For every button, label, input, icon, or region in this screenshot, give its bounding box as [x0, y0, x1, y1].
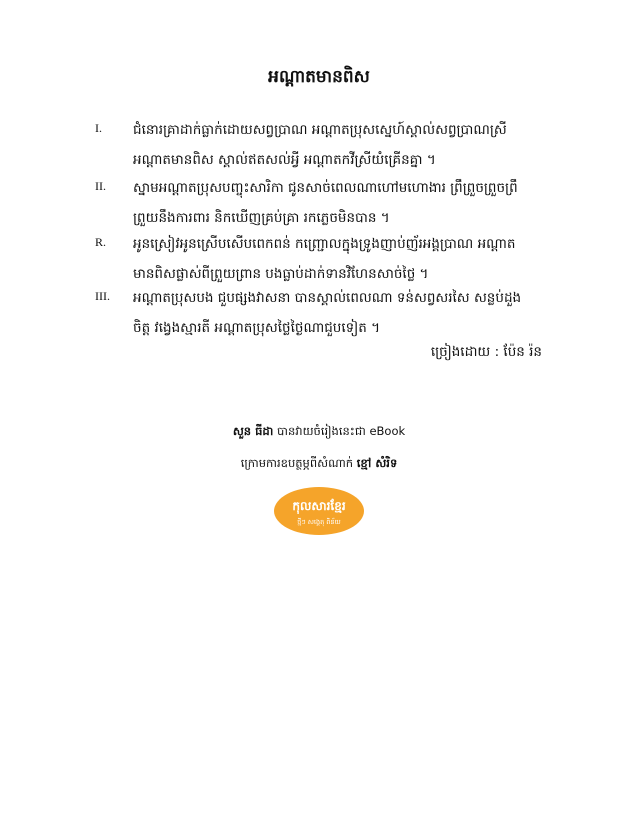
typist-credit [0, 424, 638, 441]
typist-credit-text: បានវាយចំរៀងនេះជា eBook [273, 424, 406, 438]
verse-number: I. [95, 121, 102, 135]
verse-line: មានពិសផ្លាស់ពីព្រួយព្រាន បងធ្លាប់ដាក់ទានវិហែនសាច់ថ្លៃ ។ [133, 266, 429, 282]
sponsor-name: ខ្មៅ សំរិទ [356, 456, 398, 470]
sponsor-credit-text: ក្រោមការឧបត្ថម្ភពីសំណាក់ [240, 456, 357, 470]
verse-line: ព្រួយនឹងការពារ និកឃើញគ្រប់គ្រា រកភ្លេចមិនបាន ។ [133, 210, 390, 226]
verse-line: អូនស្រៀវអូនស្រើបសើបពេកពន់ កញ្ជ្រោលក្នុងទ្រូងញាប់ញ័រអង្គប្រាណ អណ្ដាត [133, 236, 516, 252]
sponsor-credit [0, 456, 638, 473]
typist-name: សួន ធីដា [232, 424, 274, 438]
verse-number: II. [95, 179, 106, 193]
verse-line: ចិត្ត វង្វេងស្មារតី អណ្ដាតប្រុសថ្លៃថ្ងៃណាជួបទៀត ។ [133, 320, 381, 336]
verse-number: III. [95, 289, 110, 303]
singer-credit: ច្រៀងដោយ : ប៉ែន រ៉ន [430, 344, 542, 360]
page-title: អណ្ដាតមានពិស [268, 67, 370, 87]
verse-number: R. [95, 235, 107, 249]
verse-line: ជំនោរគ្រាដាក់ធ្លាក់ដោយសព្វប្រាណ អណ្ដាតប្រុសស្នេហ៍ស្គាល់សព្វប្រាណស្រី [133, 122, 507, 138]
verse-line: អណ្ដាតប្រុសបង ជួបផ្សងវាសនា បានស្គាល់ពេលណា ទន់សព្វសរសៃ សន្លប់ដួង [133, 290, 522, 306]
publisher-logo [273, 486, 365, 536]
verse-line: អណ្ដាតមានពិស ស្គាល់ឥតសល់អ្វី អណ្ដាតកវីស្រីយំគ្រើនគ្នា ។ [133, 152, 436, 168]
logo-sub-text: ថ្មីៗ សង្គេតុ ពិន័យ [297, 518, 341, 526]
logo-main-text: កុលសារខ្មែរ [292, 499, 346, 513]
verse-line: ស្នាមអណ្ដាតប្រុសបញ្ចុះសារិកា ជូនសាច់ពេលណាហៅមហោងារ ព្រឹព្រួចព្រួចព្រឹ [133, 180, 518, 196]
